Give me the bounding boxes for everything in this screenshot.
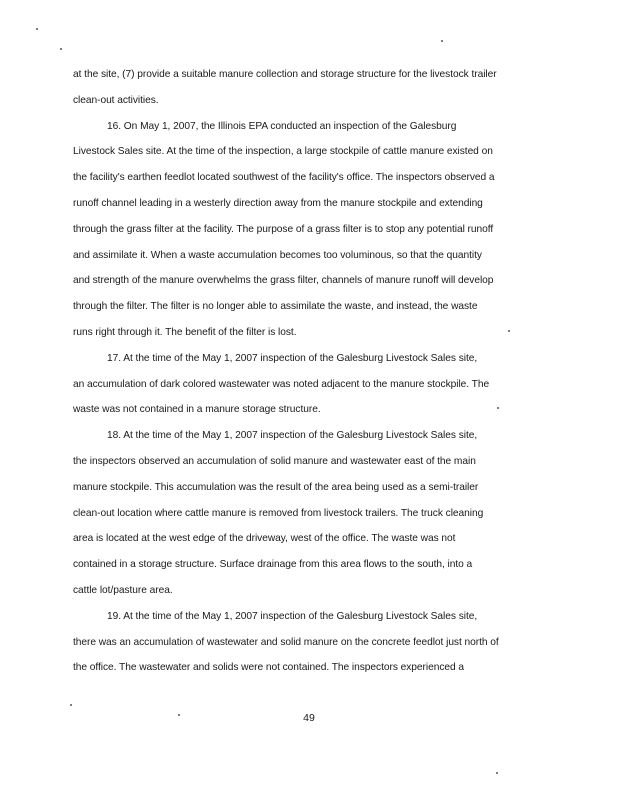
scan-speck	[36, 28, 38, 30]
text-line: waste was not contained in a manure storage structure.	[73, 404, 321, 416]
text-line: through the filter. The filter is no longer able to assimilate the waste, and instead, the waste	[73, 301, 478, 313]
text-line: area is located at the west edge of the driveway, west of the office. The waste was not	[73, 533, 456, 545]
text-line: clean-out activities.	[73, 94, 159, 106]
text-line: cattle lot/pasture area.	[73, 584, 173, 596]
text-line: the facility's earthen feedlot located southwest of the facility's office. The inspectors observed a	[73, 172, 495, 184]
text-line: contained in a storage structure. Surface drainage from this area flows to the south, into a	[73, 559, 473, 571]
text-line: and strength of the manure overwhelms the grass filter, channels of manure runoff will develop	[73, 275, 494, 287]
scan-speck	[508, 330, 510, 332]
scan-speck	[497, 407, 499, 409]
text-line: runs right through it. The benefit of the filter is lost.	[73, 326, 297, 338]
text-line: and assimilate it. When a waste accumulation becomes too voluminous, so that the quantity	[73, 249, 482, 261]
text-line: clean-out location where cattle manure is removed from livestock trailers. The truck cleaning	[73, 507, 484, 519]
scan-speck	[496, 772, 498, 774]
text-line: through the grass filter at the facility. The purpose of a grass filter is to stop any potential runoff	[73, 223, 494, 235]
text-line: the office. The wastewater and solids were not contained. The inspectors experienced a	[73, 662, 464, 674]
text-line: Livestock Sales site. At the time of the inspection, a large stockpile of cattle manure existed on	[73, 146, 493, 158]
scan-speck	[60, 48, 62, 50]
body-text	[73, 62, 543, 681]
scan-speck	[441, 40, 443, 42]
text-line: an accumulation of dark colored wastewater was noted adjacent to the manure stockpile. The	[73, 378, 490, 390]
text-line: the inspectors observed an accumulation of solid manure and wastewater east of the main	[73, 455, 476, 467]
text-line: manure stockpile. This accumulation was the result of the area being used as a semi-trailer	[73, 481, 479, 493]
paragraph-18-start: 18. At the time of the May 1, 2007 inspection of the Galesburg Livestock Sales site,	[107, 430, 478, 442]
text-line: there was an accumulation of wastewater and solid manure on the concrete feedlot just north of	[73, 636, 499, 648]
scan-speck	[178, 714, 180, 716]
scan-speck	[70, 704, 72, 706]
paragraph-16-start: 16. On May 1, 2007, the Illinois EPA conducted an inspection of the Galesburg	[107, 120, 457, 132]
text-line: runoff channel leading in a westerly direction away from the manure stockpile and extending	[73, 197, 483, 209]
paragraph-19-start: 19. At the time of the May 1, 2007 inspection of the Galesburg Livestock Sales site,	[107, 610, 478, 622]
page-number: 49	[303, 712, 315, 724]
paragraph-17-start: 17. At the time of the May 1, 2007 inspection of the Galesburg Livestock Sales site,	[107, 352, 478, 364]
text-line: at the site, (7) provide a suitable manure collection and storage structure for the livestock trailer	[73, 69, 497, 80]
